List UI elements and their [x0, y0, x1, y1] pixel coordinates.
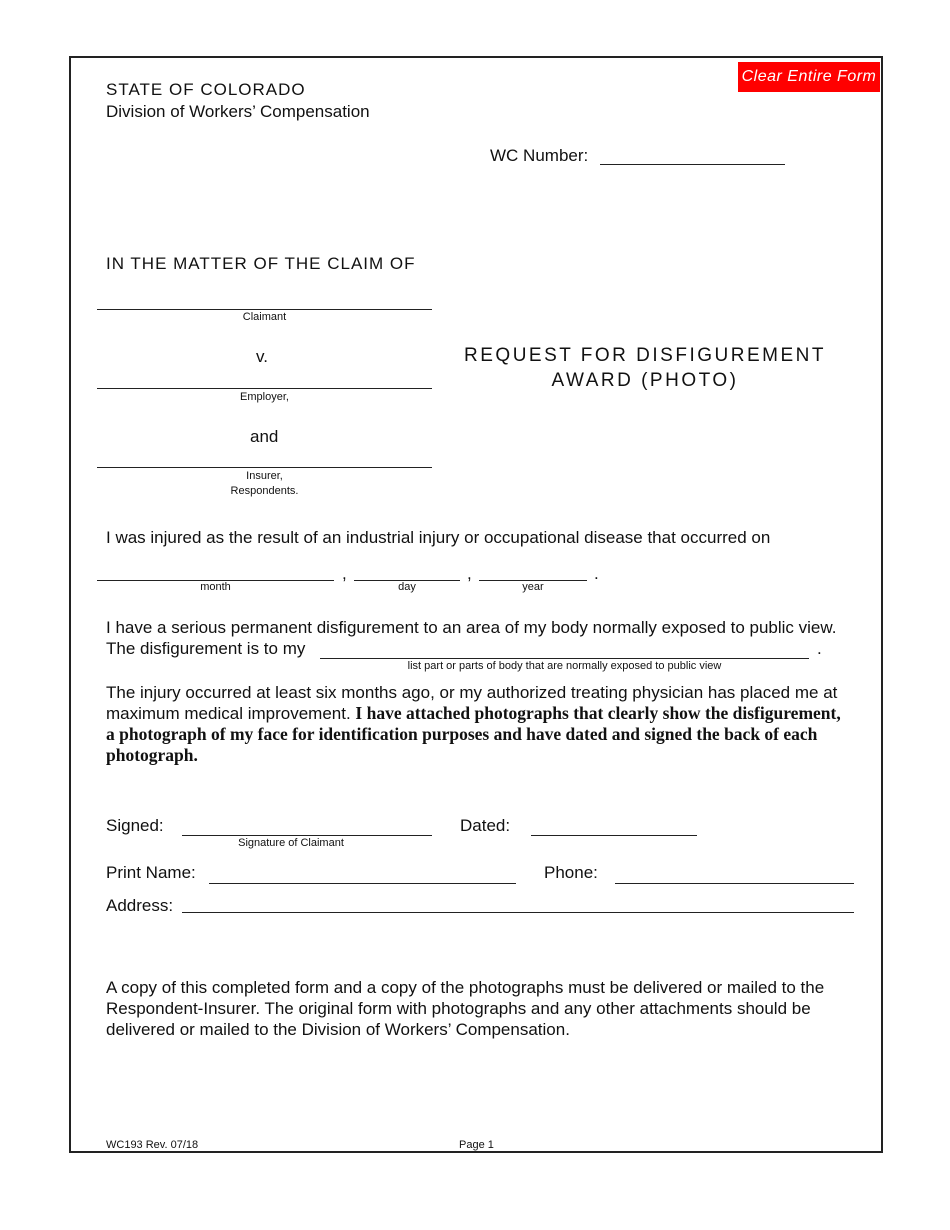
- page-number: Page 1: [459, 1139, 494, 1151]
- signature-line: [182, 835, 432, 836]
- form-title-line-1: REQUEST FOR DISFIGUREMENT: [464, 345, 826, 366]
- phone-label: Phone:: [544, 863, 598, 882]
- clear-form-button[interactable]: Clear Entire Form: [738, 62, 880, 92]
- wc-number-line: [600, 164, 785, 165]
- year-caption: year: [522, 581, 544, 593]
- employer-input[interactable]: [97, 370, 432, 388]
- body-part-input[interactable]: [320, 640, 809, 658]
- mmi-text: The injury occurred at least six months ago, or my authorized treating physician has placed me at maximum medical improvement.: [106, 683, 838, 723]
- signature-caption: Signature of Claimant: [238, 837, 344, 849]
- delivery-notice: A copy of this completed form and a copy of the photographs must be delivered or mailed to the Respondent-Insurer. The original form with photographs and any other attachments should be delivered or mailed to the Division of Workers’ Compensation.: [106, 978, 825, 1039]
- mmi-bold-text: I have attached photographs that clearly show the disfigurement, a photograph of my face for identification purposes and have dated and signed the back of each photograph.: [106, 703, 841, 765]
- insurer-line: [97, 467, 432, 468]
- body-part-caption: list part or parts of body that are normally exposed to public view: [407, 660, 722, 672]
- versus-text: v.: [256, 347, 268, 366]
- date-period: .: [594, 564, 599, 583]
- address-line: [182, 912, 854, 913]
- insurer-caption: Insurer,: [246, 470, 283, 482]
- injury-day-input[interactable]: [354, 562, 460, 580]
- insurer-input[interactable]: [97, 449, 432, 467]
- form-code: WC193 Rev. 07/18: [106, 1139, 199, 1151]
- agency-division: Division of Workers’ Compensation: [106, 102, 370, 121]
- claimant-input[interactable]: [97, 291, 432, 309]
- respondents-caption: Respondents.: [230, 485, 299, 497]
- dated-label: Dated:: [460, 816, 511, 835]
- and-text: and: [250, 427, 279, 446]
- print-name-input[interactable]: [209, 865, 516, 883]
- month-caption: month: [200, 581, 231, 593]
- mmi-paragraph: [106, 682, 846, 766]
- claimant-caption: Claimant: [242, 311, 287, 323]
- dated-line: [531, 835, 697, 836]
- address-input[interactable]: [182, 894, 854, 912]
- form-title-line-2: AWARD (PHOTO): [551, 370, 739, 391]
- injury-year-input[interactable]: [479, 562, 587, 580]
- body-part-period: .: [817, 639, 822, 658]
- print-name-line: [209, 883, 516, 884]
- body-part-line: [320, 658, 809, 659]
- date-comma-1: ,: [342, 564, 347, 583]
- print-name-label: Print Name:: [106, 863, 196, 882]
- agency-state: STATE OF COLORADO: [106, 80, 306, 99]
- injury-month-input[interactable]: [97, 562, 334, 580]
- signature-input[interactable]: [182, 817, 432, 835]
- employer-line: [97, 388, 432, 389]
- disfigurement-location-label: The disfigurement is to my: [106, 639, 306, 658]
- injury-statement: I was injured as the result of an industrial injury or occupational disease that occurred on: [106, 528, 771, 547]
- claimant-line: [97, 309, 432, 310]
- wc-number-input[interactable]: [600, 146, 785, 164]
- matter-heading: IN THE MATTER OF THE CLAIM OF: [106, 254, 416, 273]
- signed-label: Signed:: [106, 816, 164, 835]
- wc-number-label: WC Number:: [490, 146, 589, 165]
- date-comma-2: ,: [467, 564, 472, 583]
- phone-input[interactable]: [615, 865, 854, 883]
- disfigurement-statement: I have a serious permanent disfigurement to an area of my body normally exposed to public view.: [106, 618, 837, 637]
- phone-line: [615, 883, 854, 884]
- address-label: Address:: [106, 896, 174, 915]
- employer-caption: Employer,: [240, 391, 289, 403]
- dated-input[interactable]: [531, 817, 697, 835]
- day-caption: day: [398, 581, 416, 593]
